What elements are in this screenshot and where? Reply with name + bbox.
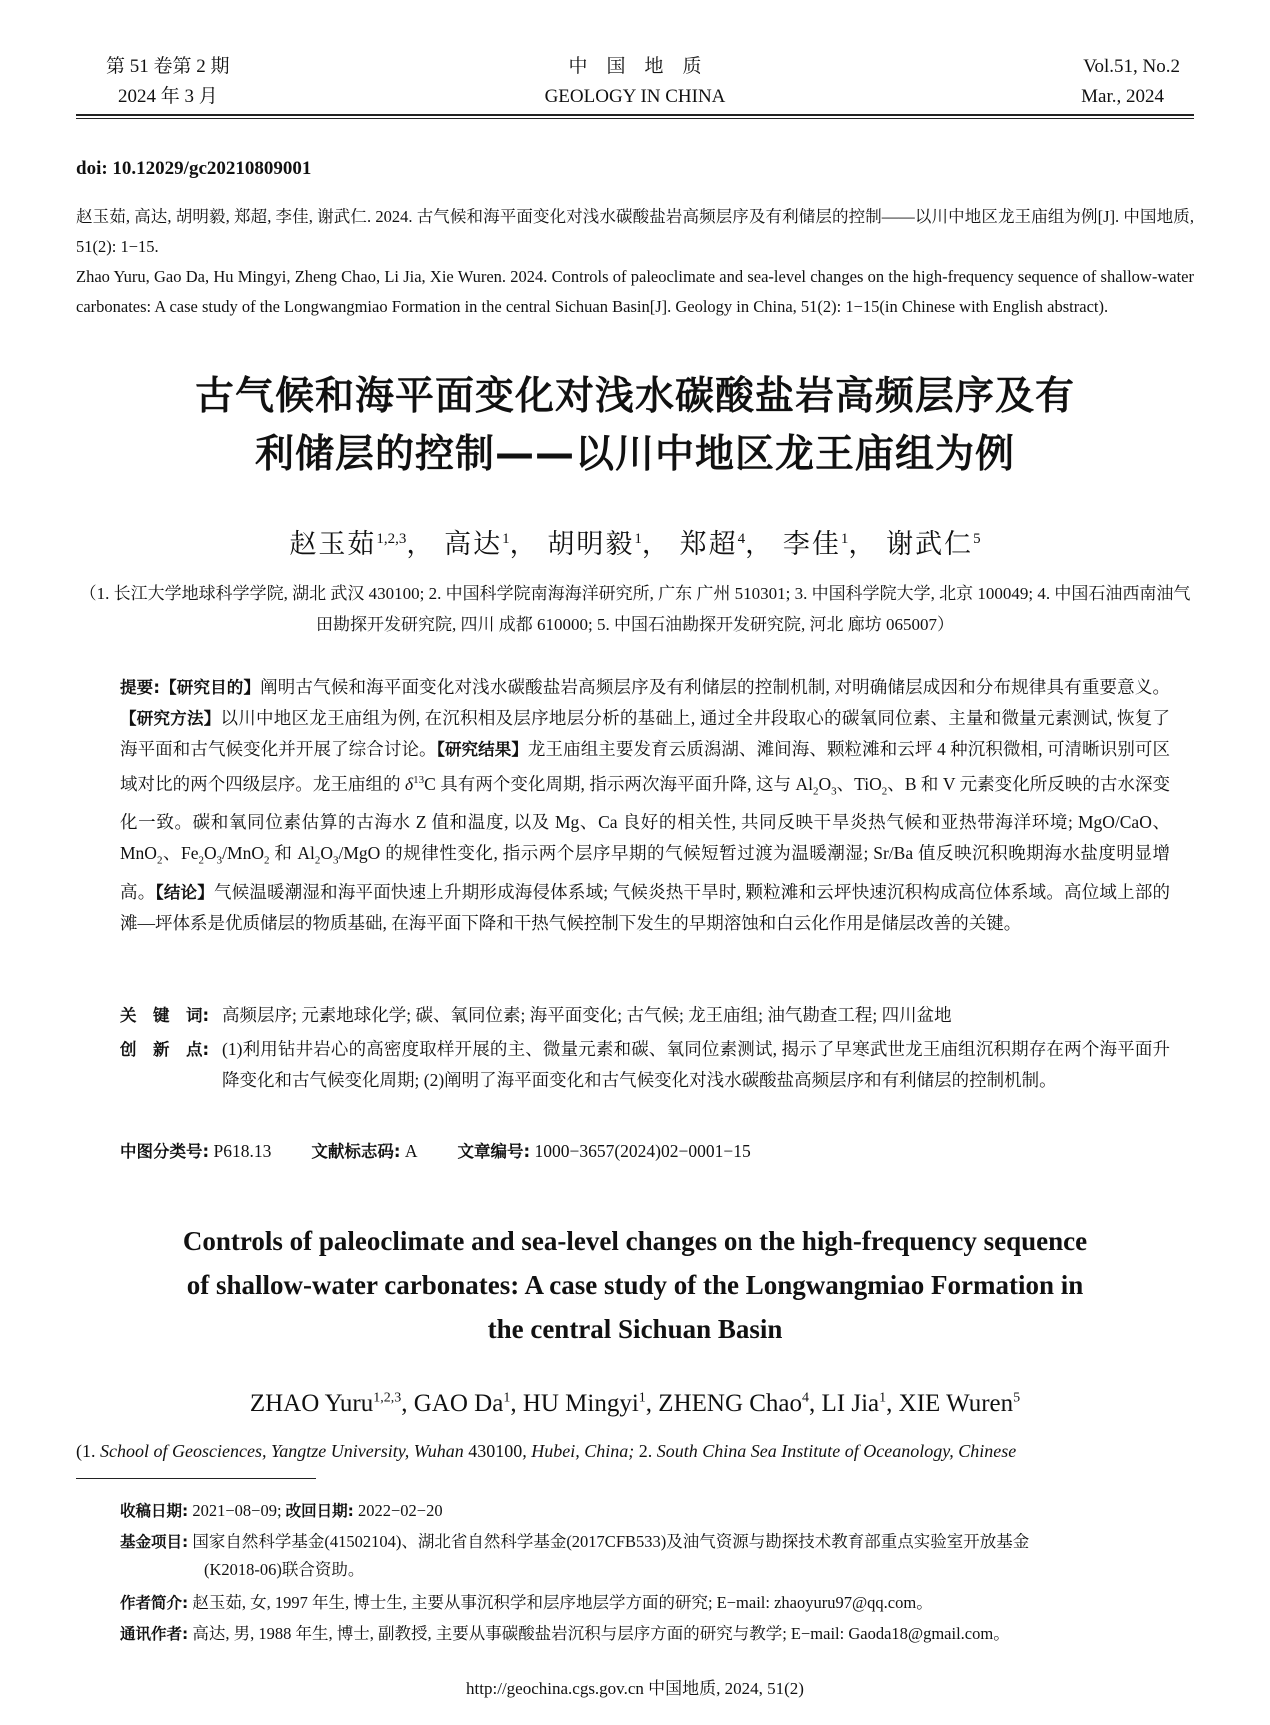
article-number-value: 1000−3657(2024)02−0001−15: [534, 1141, 751, 1161]
results-text: 、B 和 V 元素变化所反映的古水深变化一致。碳和氧同位素估算的古海水 Z 值和温度, 以及 Mg、Ca 良好的相关性, 共同反映干旱炎热气候和亚热带海洋环境; MgO/CaO、MnO: [120, 773, 1171, 864]
results-text: C 具有两个变化周期, 指示两次海平面升降, 这与 Al: [424, 773, 813, 794]
title-en-line2: of shallow-water carbonates: A case study of the Longwangmiao Formation in: [186, 1270, 1084, 1300]
subscript: 2: [881, 785, 888, 798]
results-text: O: [818, 773, 832, 794]
author-affiliation: 1: [503, 1390, 511, 1406]
results-text: O: [320, 843, 333, 864]
author-affiliation: 1: [638, 1390, 646, 1406]
corresponding-label: 通讯作者:: [120, 1625, 189, 1643]
article-number-label: 文章编号:: [457, 1142, 531, 1161]
author-affiliation: 1,2,3: [373, 1390, 402, 1406]
header-rule-thick: [76, 114, 1194, 116]
funding-label: 基金项目:: [120, 1533, 189, 1551]
author-affiliation: 1,2,3: [376, 531, 407, 547]
footnote-corresponding: [120, 1620, 1184, 1648]
keywords-text: 高频层序; 元素地球化学; 碳、氧同位素; 海平面变化; 古气候; 龙王庙组; 油气勘查工程; 四川盆地: [222, 1005, 952, 1025]
author-name: GAO Da: [413, 1390, 504, 1417]
bio-text: 赵玉茹, 女, 1997 年生, 博士生, 主要从事沉积学和层序地层学方面的研究; E−mail: zhaoyuru97@qq.com。: [192, 1593, 933, 1612]
keywords-label: 关 键 词:: [120, 1006, 210, 1025]
results-text: /MgO 的规律性变化, 指示两个层序早期的气候短暂过渡为温暖潮湿; Sr/Ba 值反映沉积晚期海水盐度明显增高。: [120, 843, 1171, 902]
issue-date-cn: 2024 年 3 月: [118, 86, 218, 107]
clc-label: 中图分类号:: [120, 1142, 210, 1161]
footnote-received: [120, 1497, 1184, 1525]
author-name: HU Mingyi: [522, 1390, 639, 1417]
subscript: 2: [314, 854, 321, 867]
innovation-row: [120, 1034, 1170, 1096]
journal-title-en: GEOLOGY IN CHINA: [544, 86, 726, 107]
footnote-funding: [120, 1528, 1184, 1584]
title-en-line1: Controls of paleoclimate and sea-level changes on the high-frequency sequence: [182, 1226, 1088, 1256]
delta-symbol: δ: [405, 773, 414, 794]
keywords-row: [120, 1000, 1170, 1031]
funding-text: 国家自然科学基金(41502104)、湖北省自然科学基金(2017CFB533)及油气资源与勘探技术教育部重点实验室开放基金: [192, 1532, 1030, 1551]
affiliation-en: [76, 1441, 1194, 1462]
affil-en-part: 430100: [463, 1441, 523, 1461]
methods-label: 【研究方法】: [120, 709, 221, 728]
author-affiliation: 1: [634, 531, 642, 547]
funding-text-cont: (K2018-06)联合资助。: [204, 1560, 365, 1579]
affil-en-part: (1.: [76, 1441, 100, 1461]
received-date: 2021−08−09;: [192, 1501, 282, 1520]
doc-code-value: A: [404, 1141, 418, 1161]
header-rule-thin: [76, 118, 1194, 119]
clc-value: P618.13: [213, 1141, 272, 1161]
issue-date-en: Mar., 2024: [1081, 86, 1164, 107]
citation-cn: 赵玉茹, 高达, 胡明毅, 郑超, 李佳, 谢武仁. 2024. 古气候和海平面变化对浅水碳酸盐岩高频层序及有利储层的控制——以川中地区龙王庙组为例[J]. 中国地质, 51(2): 1−15.: [76, 207, 1194, 256]
author-affiliation: 1: [502, 531, 510, 547]
doi[interactable]: doi: 10.12029/gc20210809001: [76, 158, 312, 179]
results-label: 【研究结果】: [436, 740, 528, 759]
subscript: 3: [333, 854, 339, 867]
journal-header: [76, 52, 1194, 118]
author-list-en: ZHAO Yuru$^{1,2,3}$, GAO Da$^1$, HU Mingyi$^1$, ZHENG Chao$^4$, LI Jia$^1$, XIE Wuren$^5$: [249, 1390, 1021, 1417]
volume-issue: 第 51 卷第 2 期: [106, 56, 230, 77]
author-name: 李佳: [782, 529, 841, 559]
article-title-en: [76, 1219, 1194, 1351]
innovation-text: (1)利用钻井岩心的高密度取样开展的主、微量元素和碳、氧同位素测试, 揭示了早寒武世龙王庙组沉积期存在两个海平面升降变化和古气候变化周期; (2)阐明了海平面变化和古气候变化对浅水碳酸盐高频层序和有利储层的控制机制。: [222, 1039, 1170, 1090]
author-name: 郑超: [679, 529, 738, 559]
purpose-text: 阐明古气候和海平面变化对浅水碳酸盐岩高频层序及有利储层的控制机制, 对明确储层成因和分布规律具有重要意义。: [260, 677, 1170, 697]
footnote-rule: [76, 1478, 316, 1479]
subscript: 3: [216, 854, 223, 867]
abstract-label: 提要:: [120, 678, 160, 697]
subscript: 2: [156, 854, 163, 867]
author-affiliation: 1: [879, 1390, 887, 1406]
results-text: 龙王庙组主要发育云质潟湖、滩间海、颗粒滩和云坪 4 种沉积微相, 可清晰识别可区域对比的两个四级层序。龙王庙组的: [120, 739, 1171, 794]
volume-en: Vol.51, No.2: [1083, 56, 1180, 77]
subscript: 2: [812, 785, 819, 798]
affil-en-location: , Hubei, China;: [522, 1441, 635, 1461]
isotope-superscript: 13: [413, 774, 425, 786]
title-cn-line2: 利储层的控制——以川中地区龙王庙组为例: [254, 432, 1015, 477]
revised-label: 改回日期:: [285, 1502, 354, 1520]
title-cn-line1: 古气候和海平面变化对浅水碳酸盐岩高频层序及有: [194, 374, 1075, 419]
page-footer[interactable]: http://geochina.cgs.gov.cn 中国地质, 2024, 51(2): [466, 1679, 804, 1698]
purpose-label: 【研究目的】: [159, 678, 261, 697]
corresponding-text: 高达, 男, 1988 年生, 博士, 副教授, 主要从事碳酸盐岩沉积与层序方面的研究与教学; E−mail: Gaoda18@gmail.com。: [192, 1624, 1010, 1643]
author-name: XIE Wuren: [898, 1390, 1014, 1417]
author-affiliation: 5: [1013, 1390, 1021, 1406]
innovation-label: 创 新 点:: [120, 1040, 210, 1059]
subscript: 2: [263, 854, 270, 867]
received-label: 收稿日期:: [120, 1502, 189, 1520]
affil-en-institution: South China Sea Institute of Oceanology, Chinese: [656, 1441, 1017, 1461]
footnote-author-bio: [120, 1589, 1184, 1617]
results-text: 和 Al: [269, 843, 315, 864]
author-affiliation: 1: [840, 531, 849, 547]
abstract-cn: [120, 672, 1170, 939]
article-title-cn: [76, 368, 1194, 484]
author-affiliation: 4: [802, 1390, 810, 1406]
journal-title-cn: 中 国 地 质: [568, 56, 702, 77]
affiliations-cn: （1. 长江大学地球科学学院, 湖北 武汉 430100; 2. 中国科学院南海海洋研究所, 广东 广州 510301; 3. 中国科学院大学, 北京 100049; 4. 中国石油西南油气田勘探开发研究院, 四川 成都 610000; 5. 中国石油勘探开发研究院, 河北 廊坊 065007）: [79, 584, 1191, 634]
author-name: 谢武仁: [886, 529, 974, 559]
bio-label: 作者简介:: [120, 1594, 189, 1612]
author-name: 高达: [444, 529, 503, 559]
author-name: ZHENG Chao: [658, 1390, 803, 1417]
subscript: 3: [831, 785, 837, 798]
author-name: 胡明毅: [547, 529, 635, 559]
author-affiliation: 5: [973, 531, 981, 547]
revised-date: 2022−02−20: [357, 1501, 443, 1520]
author-name: ZHAO Yuru: [249, 1390, 374, 1417]
affil-en-institution: School of Geosciences, Yangtze University, Wuhan: [100, 1441, 464, 1461]
author-name: 赵玉茹: [289, 529, 377, 559]
results-text: /MnO: [222, 843, 264, 864]
classification-row: [120, 1136, 751, 1167]
author-affiliation: 4: [737, 531, 746, 547]
conclusion-label: 【结论】: [155, 882, 214, 902]
results-text: 、TiO: [836, 773, 882, 794]
subscript: 2: [198, 854, 205, 867]
author-name: LI Jia: [821, 1390, 880, 1417]
methods-text: 以川中地区龙王庙组为例, 在沉积相及层序地层分析的基础上, 通过全井段取心的碳氧同位素、主量和微量元素测试, 恢复了海平面和古气候变化并开展了综合讨论。: [120, 708, 1171, 759]
citation-en: Zhao Yuru, Gao Da, Hu Mingyi, Zheng Chao, Li Jia, Xie Wuren. 2024. Controls of paleoclimate and sea-level changes on the high-frequency sequence of shallow-water carbonates: A case study of the Longwangmiao Formation in the central Sichuan Basin[J]. Geology in China, 51(2): 1−15(in Chinese with English abstract).: [76, 267, 1194, 316]
results-text: O: [204, 843, 217, 864]
results-text: 、Fe: [162, 843, 199, 864]
affil-en-part: 2.: [634, 1441, 657, 1461]
author-list-cn: 赵玉茹$^{1,2,3}$， 高达$^1$， 胡明毅$^1$， 郑超$^4$， 李佳$^1$， 谢武仁$^5$: [289, 529, 981, 559]
doc-code-label: 文献标志码:: [311, 1142, 401, 1161]
conclusion-text: 气候温暖潮湿和海平面快速上升期形成海侵体系域; 气候炎热干旱时, 颗粒滩和云坪快速沉积构成高位体系域。高位域上部的滩—坪体系是优质储层的物质基础, 在海平面下降和干热气候控制下发生的早期溶蚀和白云化作用是储层改善的关键。: [120, 881, 1171, 933]
title-en-line3: the central Sichuan Basin: [487, 1314, 783, 1344]
